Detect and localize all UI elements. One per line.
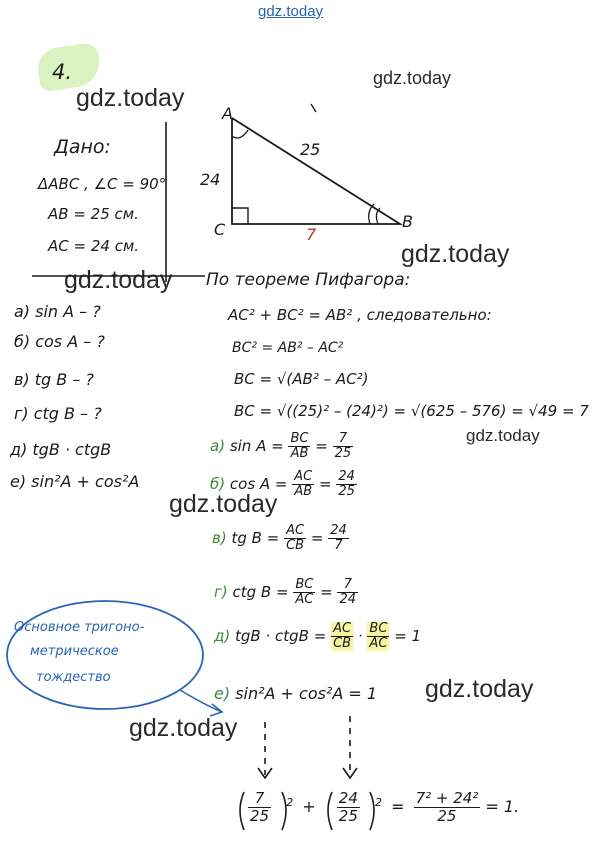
site-header: gdz.today bbox=[258, 3, 324, 20]
hypotenuse-label: 25 bbox=[300, 140, 321, 159]
vertex-a-label: A bbox=[222, 104, 233, 123]
triangle-shape bbox=[232, 118, 400, 224]
answer-a: а) sin A = $\frac{BC}{AB}$ = $\frac{7}{25}$ bbox=[210, 431, 352, 461]
bubble-line: метрическое bbox=[30, 644, 119, 659]
answer-d: д) tgB · ctgB = $\frac{AC}{CB}$ · $\frac{BC}{AC}$ = 1 bbox=[214, 621, 422, 651]
solution-line: BC = √((25)² – (24)²) = √(625 – 576) = √49 = 7 bbox=[234, 402, 589, 420]
angle-a-arc bbox=[232, 130, 248, 138]
watermark: gdz.today bbox=[425, 675, 534, 703]
solution-line: BC = √(AB² – AC²) bbox=[234, 370, 369, 388]
given-line: AC = 24 см. bbox=[48, 237, 140, 255]
final-equation: $\frac{7}{25}$ $^2$ + $\frac{24}{25}$ $^2$ = $\frac{\text{7² + 24²}}{25}$ = 1. bbox=[250, 789, 520, 825]
vertex-b-label: B bbox=[402, 212, 413, 231]
theorem-heading: По теореме Пифагора: bbox=[206, 270, 411, 290]
watermark: gdz.today bbox=[64, 266, 173, 294]
watermark: gdz.today bbox=[76, 84, 185, 112]
question-item: а) sin A – ? bbox=[14, 302, 101, 321]
leg-ac-label: 24 bbox=[200, 170, 221, 189]
given-title: Дано: bbox=[54, 136, 111, 158]
bubble-line: тождество bbox=[36, 670, 111, 685]
watermark: gdz.today bbox=[169, 490, 278, 518]
leg-cb-label: 7 bbox=[306, 225, 317, 244]
question-item: д) tgB · ctgB bbox=[10, 440, 112, 459]
answer-v: в) tg B = $\frac{AC}{CB}$ = $\frac{24}{7}$ bbox=[212, 523, 347, 553]
question-item: е) sin²A + cos²A bbox=[10, 472, 140, 491]
question-item: г) ctg B – ? bbox=[14, 404, 102, 423]
answer-b: б) cos A = $\frac{AC}{AB}$ = $\frac{24}{25}$ bbox=[210, 469, 355, 499]
watermark: gdz.today bbox=[129, 714, 238, 742]
answer-g: г) ctg B = $\frac{BC}{AC}$ = $\frac{7}{24}$ bbox=[214, 577, 356, 607]
watermark: gdz.today bbox=[401, 240, 510, 268]
watermark: gdz.today bbox=[373, 68, 452, 88]
question-item: б) cos A – ? bbox=[14, 332, 105, 351]
given-line: AB = 25 см. bbox=[48, 205, 139, 223]
right-angle-mark bbox=[232, 208, 248, 224]
stray-mark bbox=[311, 104, 316, 112]
question-item: в) tg B – ? bbox=[14, 370, 94, 389]
answer-e: е) sin²A + cos²A = 1 bbox=[214, 684, 378, 703]
solution-line: AC² + BC² = AB² , следовательно: bbox=[228, 306, 492, 324]
watermark: gdz.today bbox=[466, 426, 540, 445]
solution-line: BC² = AB² – AC² bbox=[232, 340, 344, 356]
bubble-line: Основное тригоно- bbox=[14, 620, 145, 635]
problem-number: 4. bbox=[52, 60, 73, 84]
vertex-c-label: C bbox=[214, 220, 226, 239]
given-line: ΔABC , ∠C = 90° bbox=[38, 175, 167, 193]
